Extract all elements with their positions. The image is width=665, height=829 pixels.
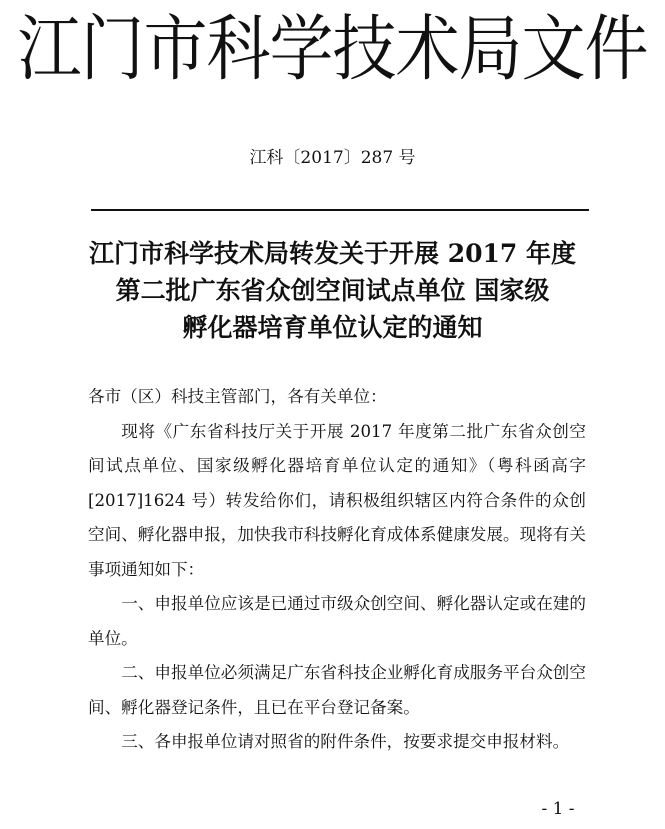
- title-line: 第二批广东省众创空间试点单位 国家级: [115, 276, 550, 305]
- body-paragraph: 现将《广东省科技厅关于开展 2017 年度第二批广东省众创空间试点单位、国家级孵化器培育单位认定的通知》（粤科函高字[2017]1624 号）转发给你们，请积极组织辖区内符合条件的众创空间、孵化器申报，加快我市科技孵化育成体系健康发展。现将有关事项通知如下：: [88, 421, 586, 579]
- issuing-authority-header: 江门市科学技术局文件: [17, 8, 648, 92]
- page-number: - 1 -: [541, 799, 575, 819]
- title-line: 孵化器培育单位认定的通知: [182, 313, 483, 342]
- body-paragraph: 一、申报单位应该是已通过市级众创空间、孵化器认定或在建的单位。: [88, 594, 586, 648]
- body-paragraph: 二、申报单位必须满足广东省科技企业孵化育成服务平台众创空间、孵化器登记条件，且已在平台登记备案。: [88, 663, 586, 717]
- document-title: [60, 235, 605, 346]
- header-divider: [91, 209, 589, 211]
- title-line: 江门市科学技术局转发关于开展 2017 年度: [89, 239, 576, 268]
- salutation: 各市（区）科技主管部门，各有关单位：: [88, 387, 387, 406]
- body-paragraph: 三、各申报单位请对照省的附件条件，按要求提交申报材料。: [121, 732, 570, 751]
- document-body: [88, 380, 586, 760]
- document-number: 江科〔2017〕287 号: [249, 148, 416, 168]
